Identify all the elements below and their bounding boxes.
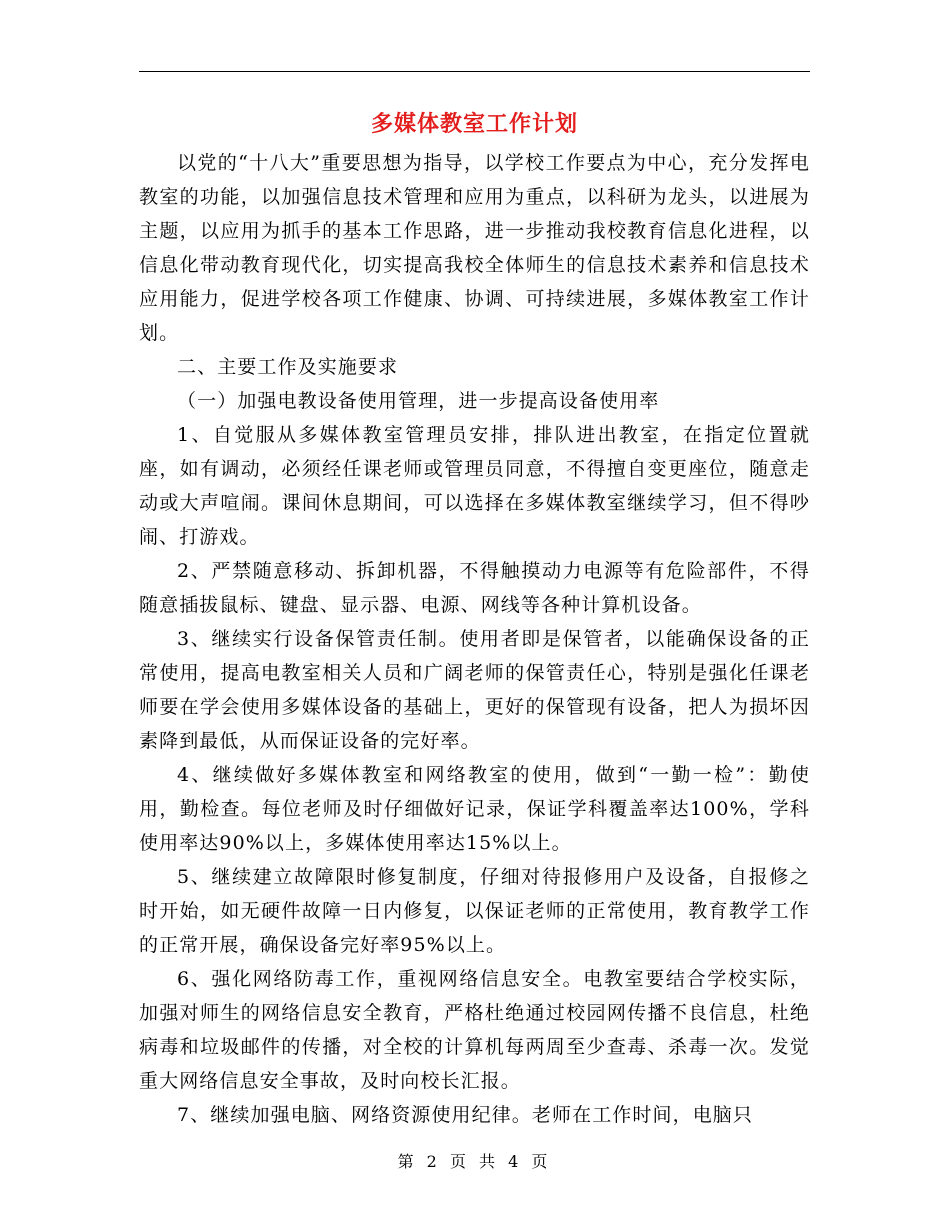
paragraph-item-2: 2、严禁随意移动、拆卸机器，不得触摸动力电源等有危险部件，不得随意插拔鼠标、键盘、显示器、电源、网线等各种计算机设备。 bbox=[139, 560, 810, 616]
paragraph-item-7: 7、继续加强电脑、网络资源使用纪律。老师在工作时间，电脑只 bbox=[177, 1104, 753, 1126]
paragraph-item-5: 5、继续建立故障限时修复制度，仔细对待报修用户及设备，自报修之时开始，如无硬件故障一日内修复，以保证老师的正常使用，教育教学工作的正常开展，确保设备完好率95%以上。 bbox=[139, 866, 810, 956]
paragraph-intro: 以党的“十八大”重要思想为指导，以学校工作要点为中心，充分发挥电教室的功能，以加强信息技术管理和应用为重点，以科研为龙头，以进展为主题，以应用为抓手的基本工作思路，进一步推动我校教育信息化进程，以信息化带动教育现代化，切实提高我校全体师生的信息技术素养和信息技术应用能力，促进学校各项工作健康、协调、可持续进展，多媒体教室工作计划。 bbox=[139, 152, 810, 344]
paragraph-item-4: 4、继续做好多媒体教室和网络教室的使用，做到“一勤一检”：勤使用，勤检查。每位老师及时仔细做好记录，保证学科覆盖率达100%，学科使用率达90%以上，多媒体使用率达15%以上。 bbox=[139, 764, 810, 854]
section-heading: 二、主要工作及实施要求 bbox=[177, 356, 399, 378]
page-number-footer: 第 2 页 共 4 页 bbox=[397, 1152, 552, 1171]
subsection-heading: （一）加强电教设备使用管理，进一步提高设备使用率 bbox=[177, 390, 660, 412]
paragraph-item-1: 1、自觉服从多媒体教室管理员安排，排队进出教室，在指定位置就座，如有调动，必须经任课老师或管理员同意，不得擅自变更座位，随意走动或大声喧闹。课间休息期间，可以选择在多媒体教室继续学习，但不得吵闹、打游戏。 bbox=[139, 424, 810, 548]
paragraph-item-3: 3、继续实行设备保管责任制。使用者即是保管者，以能确保设备的正常使用，提高电教室相关人员和广阔老师的保管责任心，特别是强化任课老师要在学会使用多媒体设备的基础上，更好的保管现有设备，把人为损坏因素降到最低，从而保证设备的完好率。 bbox=[139, 628, 810, 752]
document-title: 多媒体教室工作计划 bbox=[370, 111, 578, 137]
document-body bbox=[139, 146, 810, 1132]
header-rule bbox=[139, 71, 810, 72]
paragraph-item-6: 6、强化网络防毒工作，重视网络信息安全。电教室要结合学校实际，加强对师生的网络信息安全教育，严格杜绝通过校园网传播不良信息，杜绝病毒和垃圾邮件的传播，对全校的计算机每两周至少查毒、杀毒一次。发觉重大网络信息安全事故，及时向校长汇报。 bbox=[139, 968, 810, 1092]
